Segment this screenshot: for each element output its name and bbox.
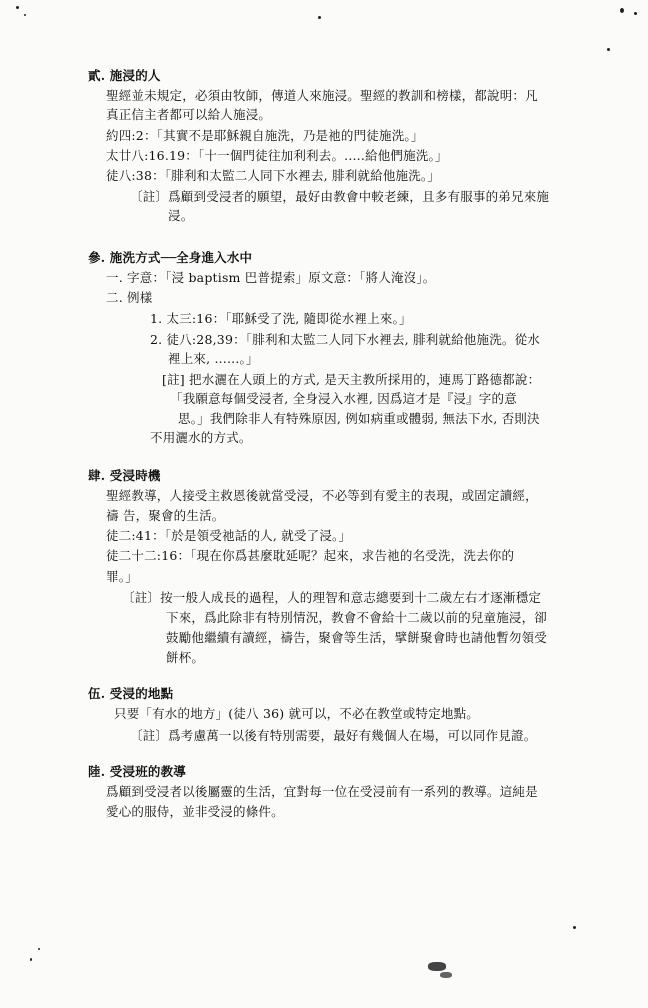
body-line: 二. 例樣 [106,290,153,305]
scan-speck [16,6,19,9]
section-heading: 肆. 受浸時機 [88,468,161,483]
body-line: 一. 字意：「浸 baptism 巴普提索」原文意：「將人淹沒」。 [106,270,436,285]
list-item: 2. 徒八:28,39：「腓利和太監二人同下水裡去, 腓利就給他施洗。從水 [150,332,540,347]
body-line: 真正信主者都可以給人施浸。 [106,107,272,122]
section-heading: 貳. 施浸的人 [88,68,161,83]
body-line: 聖經並未規定，必須由牧師，傳道人來施浸。聖經的教訓和榜樣，都說明：凡 [106,88,538,103]
scripture-line: 太廿八:16.19：「十一個門徒往加利利去。.....給他們施洗。」 [106,148,448,163]
scripture-line: 罪。」 [106,569,138,584]
scripture-line: 徒八:38：「腓利和太監二人同下水裡去, 腓利就給他施洗。」 [106,168,441,183]
note-line: 下來，爲此除非有特別情況，教會不會給十二歲以前的兒童施浸，卻 [166,610,548,625]
scripture-line: 約四:2：「其實不是耶穌親自施洗，乃是祂的門徒施洗。」 [106,128,424,143]
section-heading: 參. 施洗方式──全身進入水中 [88,250,253,265]
scan-speck [30,958,32,961]
note-line: [註] 把水灑在人頭上的方式, 是天主教所採用的，連馬丁路德都說： [162,372,541,387]
scripture-line: 徒二十二:16：「現在你爲甚麼耽延呢？起來，求告祂的名受洗，洗去你的 [106,548,515,563]
note-line: 餅杯。 [166,650,205,665]
scan-speck [38,948,40,950]
scan-speck [440,972,452,978]
body-line: 禱 告，聚會的生活。 [106,508,225,523]
section-heading: 陸. 受浸班的教導 [88,764,187,779]
note-line: 〔註〕爲考慮萬一以後有特別需要，最好有幾個人在場，可以同作見證。 [130,728,537,743]
note-line: 不用灑水的方式。 [150,430,252,445]
scan-speck [634,12,637,15]
scan-speck [428,962,446,971]
body-line: 爲顧到受浸者以後屬靈的生活，宜對每一位在受浸前有一系列的教導。這純是 [106,784,538,799]
scan-speck [620,8,624,13]
scan-speck [607,48,610,51]
scan-speck [24,14,26,16]
scan-speck [573,926,576,929]
note-line: 〔註〕按一般人成長的過程，人的理智和意志總要到十二歲左右才逐漸穩定 [122,590,542,605]
body-line: 愛心的服侍，並非受浸的條件。 [106,804,284,819]
list-item: 裡上來, ......。」 [168,351,259,366]
note-line: 〔註〕爲顧到受浸者的願望，最好由教會中較老練，且多有服事的弟兄來施 [130,189,550,204]
note-line: 思。」我們除非人有特殊原因, 例如病重或體弱, 無法下水, 否則決 [178,411,540,426]
note-line: 「我願意每個受浸者, 全身浸入水裡, 因爲這才是『浸』字的意 [170,391,517,406]
note-line: 浸。 [168,208,194,223]
note-line: 鼓勵他繼續有讀經，禱告，聚會等生活，擘餅聚會時也請他暫勿領受 [166,630,548,645]
scan-speck [318,16,321,19]
body-line: 只要「有水的地方」(徒八 36) 就可以，不必在教堂或特定地點。 [114,706,480,721]
list-item: 1. 太三:16：「耶穌受了洗, 隨即從水裡上來。」 [150,311,412,326]
body-line: 聖經教導，人接受主救恩後就當受浸，不必等到有愛主的表現，或固定讀經， [106,488,538,503]
section-heading: 伍. 受浸的地點 [88,686,174,701]
scripture-line: 徒二:41：「於是領受祂話的人, 就受了浸。」 [106,528,352,543]
